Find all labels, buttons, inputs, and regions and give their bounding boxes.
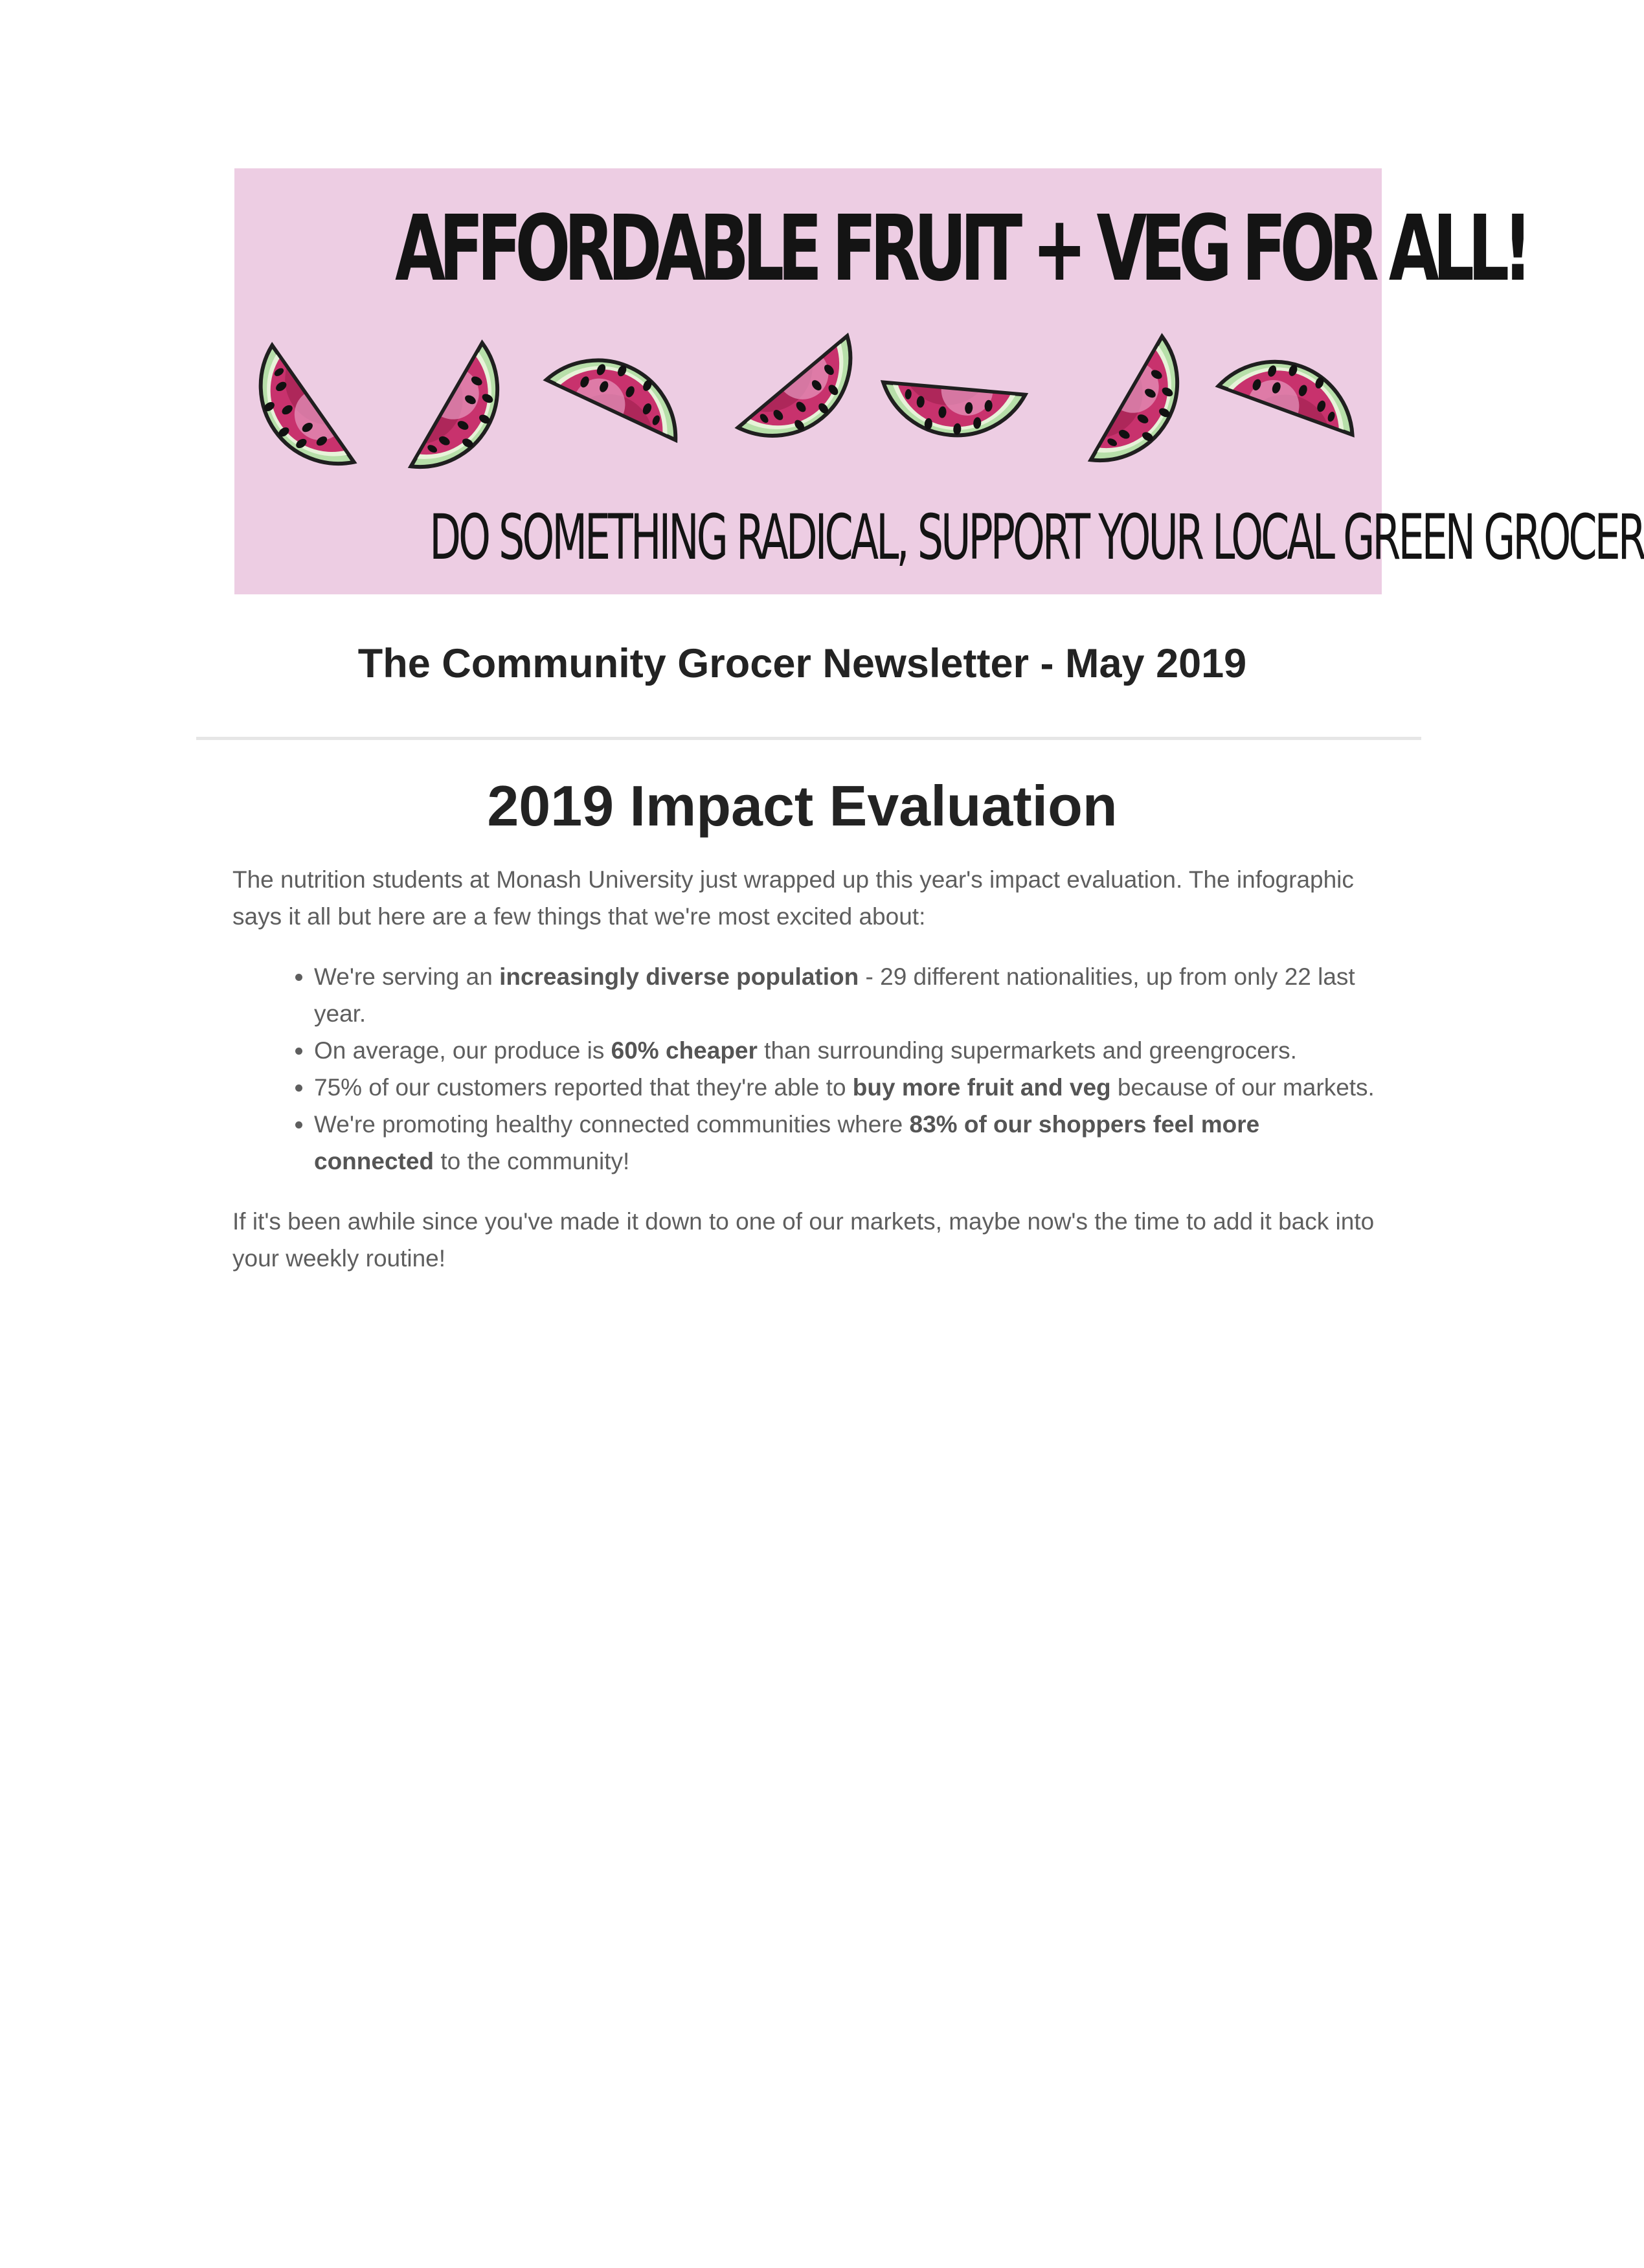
highlight-text: buy more fruit and veg <box>852 1074 1111 1101</box>
banner-tagline: DO SOMETHING RADICAL, SUPPORT YOUR LOCAL GREEN GROCER <box>429 501 1644 574</box>
highlight-text: increasingly diverse population <box>499 963 859 990</box>
highlight-text: 60% cheaper <box>611 1037 758 1064</box>
intro-paragraph: The nutrition students at Monash University just wrapped up this year's impact evaluation. The infographic says it all but here are a few things that we're most excited about: <box>232 866 1354 930</box>
melon-slice-7 <box>1219 342 1368 434</box>
list-item: • We're promoting healthy connected communities where 83% of our shoppers feel more connected to the community! <box>314 1106 1385 1180</box>
list-item: • 75% of our customers reported that they're able to buy more fruit and veg because of our markets. <box>314 1069 1385 1106</box>
closing-paragraph: If it's been awhile since you've made it down to one of our markets, maybe now's the time to add it back into your weekly routine! <box>232 1208 1375 1272</box>
highlight-text: 83% of our shoppers feel more connected <box>314 1111 1260 1174</box>
newsletter-title: The Community Grocer Newsletter - May 2019 <box>357 641 1247 686</box>
melon-slice-4 <box>738 336 877 464</box>
banner-headline: AFFORDABLE FRUIT + VEG FOR ALL! <box>395 196 1526 302</box>
melon-slice-3 <box>546 337 695 440</box>
banner-image <box>234 168 1644 594</box>
section-divider <box>196 737 1421 740</box>
melon-slice-6 <box>1091 337 1202 484</box>
list-item: • On average, our produce is 60% cheaper than surrounding supermarkets and greengrocers. <box>314 1032 1385 1069</box>
highlights-list <box>232 958 1385 1180</box>
melon-slice-1 <box>234 345 354 489</box>
list-item: • We're serving an increasingly diverse population - 29 different nationalities, up from only 22 last year. <box>314 958 1385 1032</box>
melon-slice-5 <box>879 382 1025 441</box>
section-heading: 2019 Impact Evaluation <box>487 774 1118 838</box>
article-body <box>232 861 1385 1277</box>
melon-slice-2 <box>411 343 523 490</box>
